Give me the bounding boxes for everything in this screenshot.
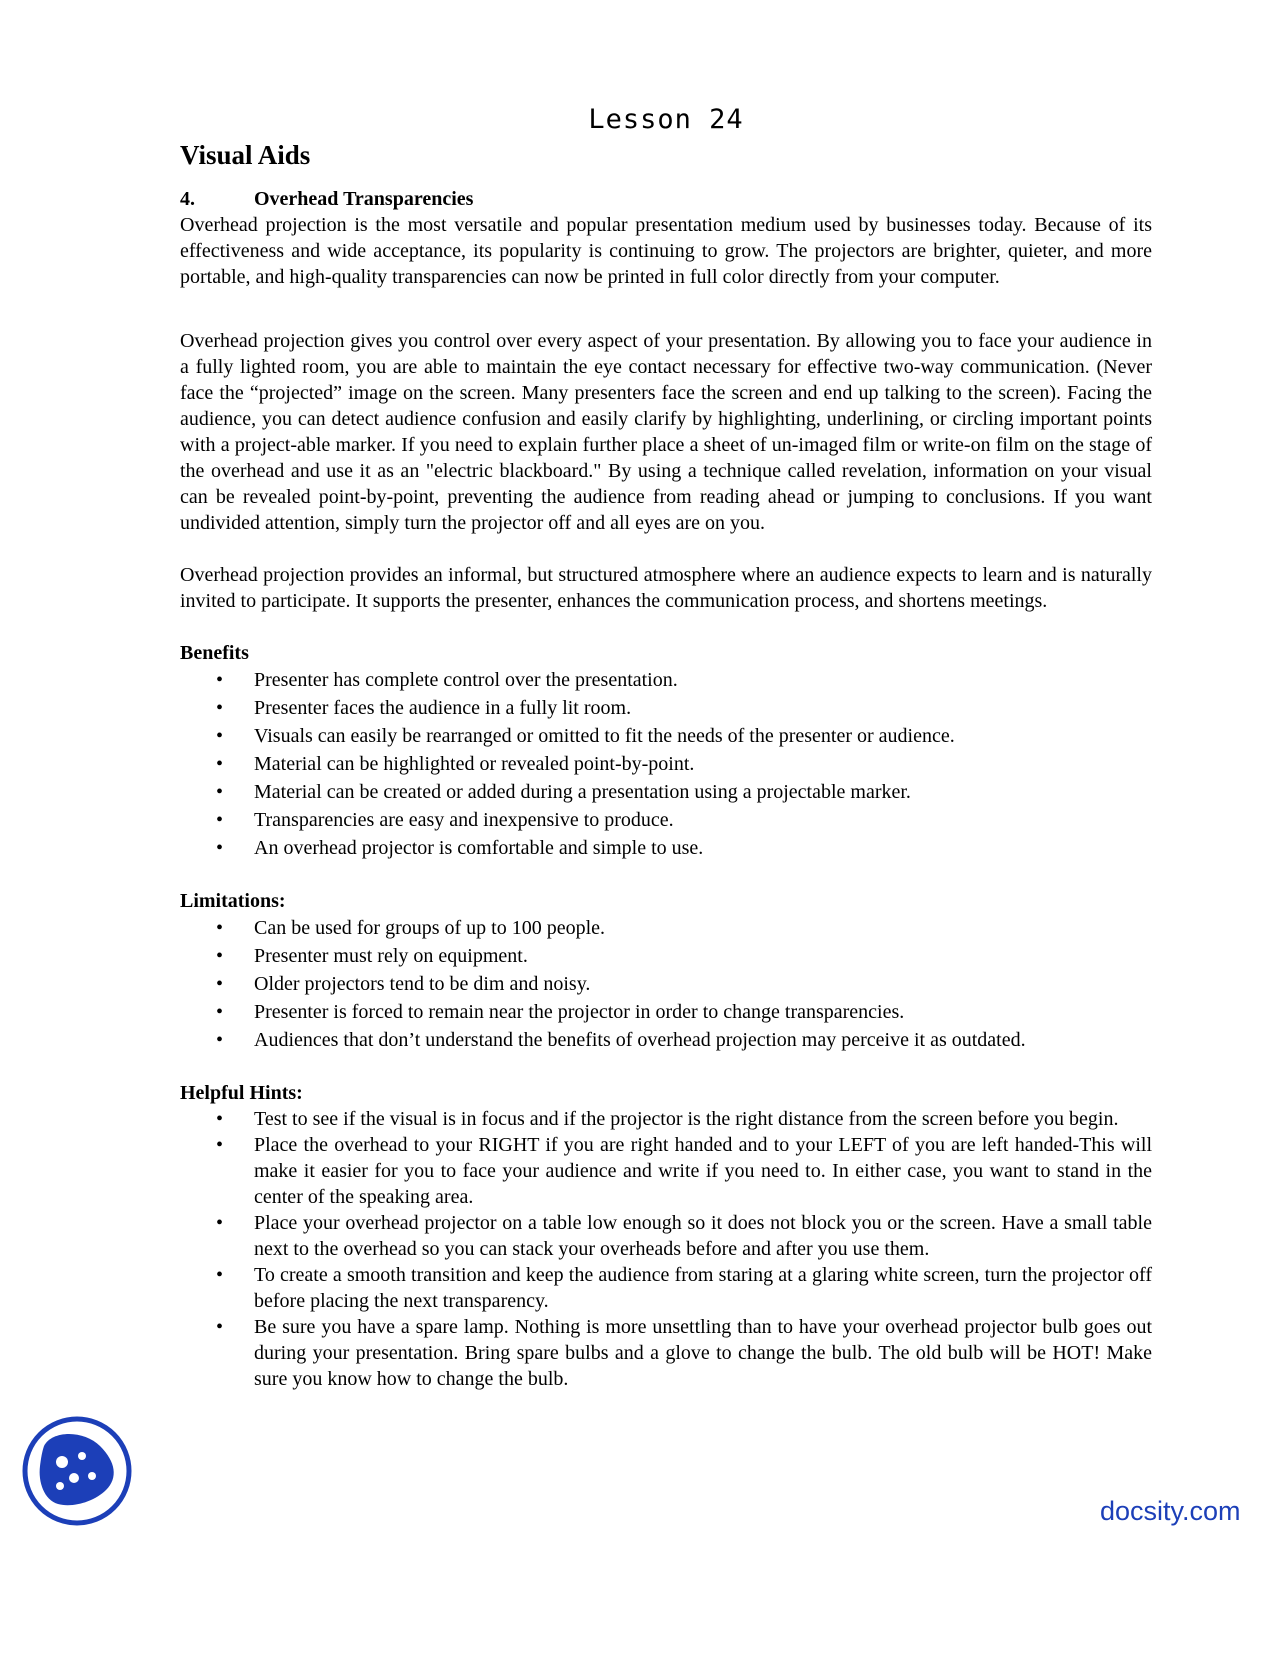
list-item: • Audiences that don’t understand the benefits of overhead projection may perceive it as outdated. — [180, 1026, 1152, 1054]
bullet-icon: • — [216, 781, 224, 803]
bullet-icon: • — [216, 1264, 224, 1286]
paragraph-control: Overhead projection gives you control over every aspect of your presentation. By allowing you to face your audience in a fully lighted room, you are able to maintain the eye contact necessary for effective two-way communication. (Never face the “projected” image on the screen. Many presenters face the screen and end up talking to the screen). Facing the audience, you can detect audience confusion and easily clarify by highlighting, underlining, or circling important points with a project-able marker. If you need to explain further place a sheet of un-imaged film or write-on film on the stage of the overhead and use it as an "electric blackboard." By using a technique called revelation, information on your visual can be revealed point-by-point, preventing the audience from reading ahead or jumping to conclusions. If you want undivided attention, simply turn the projector off and all eyes are on you. — [180, 330, 1152, 534]
list-item: • Place your overhead projector on a table low enough so it does not block you or the screen. Have a small table next to the overhead so you can stack your overheads before and after you use them. — [216, 1212, 1152, 1260]
limitations-heading: Limitations: — [180, 890, 286, 912]
list-item: • Test to see if the visual is in focus and if the projector is the right distance from the screen before you begin. — [216, 1108, 1119, 1130]
list-item: • Place the overhead to your RIGHT if you are right handed and to your LEFT of you are left handed-This will make it easier for you to face your audience and write if you need to. In either case, you want to stand in the center of the speaking area. — [216, 1134, 1152, 1208]
document-body — [180, 186, 1152, 1392]
section-number: 4. — [180, 188, 195, 210]
bullet-icon: • — [216, 945, 224, 967]
bullet-icon: • — [216, 1108, 224, 1130]
list-item: • To create a smooth transition and keep the audience from staring at a glaring white screen, turn the projector off before placing the next transparency. — [216, 1264, 1152, 1312]
page-title: Visual Aids — [180, 140, 311, 170]
list-item: • Be sure you have a spare lamp. Nothing is more unsettling than to have your overhead projector bulb goes out during your presentation. Bring spare bulbs and a glove to change the bulb. The old bulb will be HOT! Make sure you know how to change the bulb. — [216, 1316, 1152, 1390]
benefits-heading: Benefits — [180, 642, 249, 664]
paragraph-intro: Overhead projection is the most versatile and popular presentation medium used by businesses today. Because of its effectiveness and wide acceptance, its popularity is continuing to grow. The projectors are brighter, quieter, and more portable, and high-quality transparencies can now be printed in full color directly from your computer. — [180, 214, 1152, 288]
bullet-icon: • — [216, 1212, 224, 1234]
list-item: • Presenter is forced to remain near the projector in order to change transparencies. — [180, 998, 1152, 1026]
section-title: Overhead Transparencies — [254, 188, 474, 210]
bullet-icon: • — [216, 725, 224, 747]
list-item: • Older projectors tend to be dim and noisy. — [180, 970, 1152, 998]
docsity-logo-icon[interactable] — [22, 1416, 132, 1526]
bullet-icon: • — [216, 1134, 224, 1156]
list-item: • An overhead projector is comfortable and simple to use. — [180, 834, 1152, 862]
hints-list — [180, 1106, 1152, 1392]
bullet-icon: • — [216, 669, 224, 691]
lesson-number: Lesson 24 — [588, 104, 744, 135]
bullet-icon: • — [216, 1029, 224, 1051]
list-item: • Can be used for groups of up to 100 people. — [180, 914, 1152, 942]
hints-heading: Helpful Hints: — [180, 1082, 303, 1104]
list-item: • Presenter has complete control over the presentation. — [180, 666, 1152, 694]
list-item: • Material can be highlighted or revealed point-by-point. — [180, 750, 1152, 778]
paragraph-atmosphere: Overhead projection provides an informal, but structured atmosphere where an audience expects to learn and is naturally invited to participate. It supports the presenter, enhances the communication process, and shortens meetings. — [180, 564, 1152, 612]
list-item: • Visuals can easily be rearranged or omitted to fit the needs of the presenter or audience. — [180, 722, 1152, 750]
bullet-icon: • — [216, 697, 224, 719]
bullet-icon: • — [216, 837, 224, 859]
list-item: • Material can be created or added during a presentation using a projectable marker. — [180, 778, 1152, 806]
brand-link[interactable]: docsity.com — [1100, 1496, 1241, 1526]
benefits-list — [180, 666, 1152, 862]
list-item: • Presenter must rely on equipment. — [180, 942, 1152, 970]
section-heading — [180, 186, 1152, 212]
bullet-icon: • — [216, 917, 224, 939]
list-item: • Transparencies are easy and inexpensive to produce. — [180, 806, 1152, 834]
bullet-icon: • — [216, 973, 224, 995]
limitations-list — [180, 914, 1152, 1054]
bullet-icon: • — [216, 1316, 224, 1338]
bullet-icon: • — [216, 809, 224, 831]
bullet-icon: • — [216, 753, 224, 775]
bullet-icon: • — [216, 1001, 224, 1023]
list-item: • Presenter faces the audience in a fully lit room. — [180, 694, 1152, 722]
